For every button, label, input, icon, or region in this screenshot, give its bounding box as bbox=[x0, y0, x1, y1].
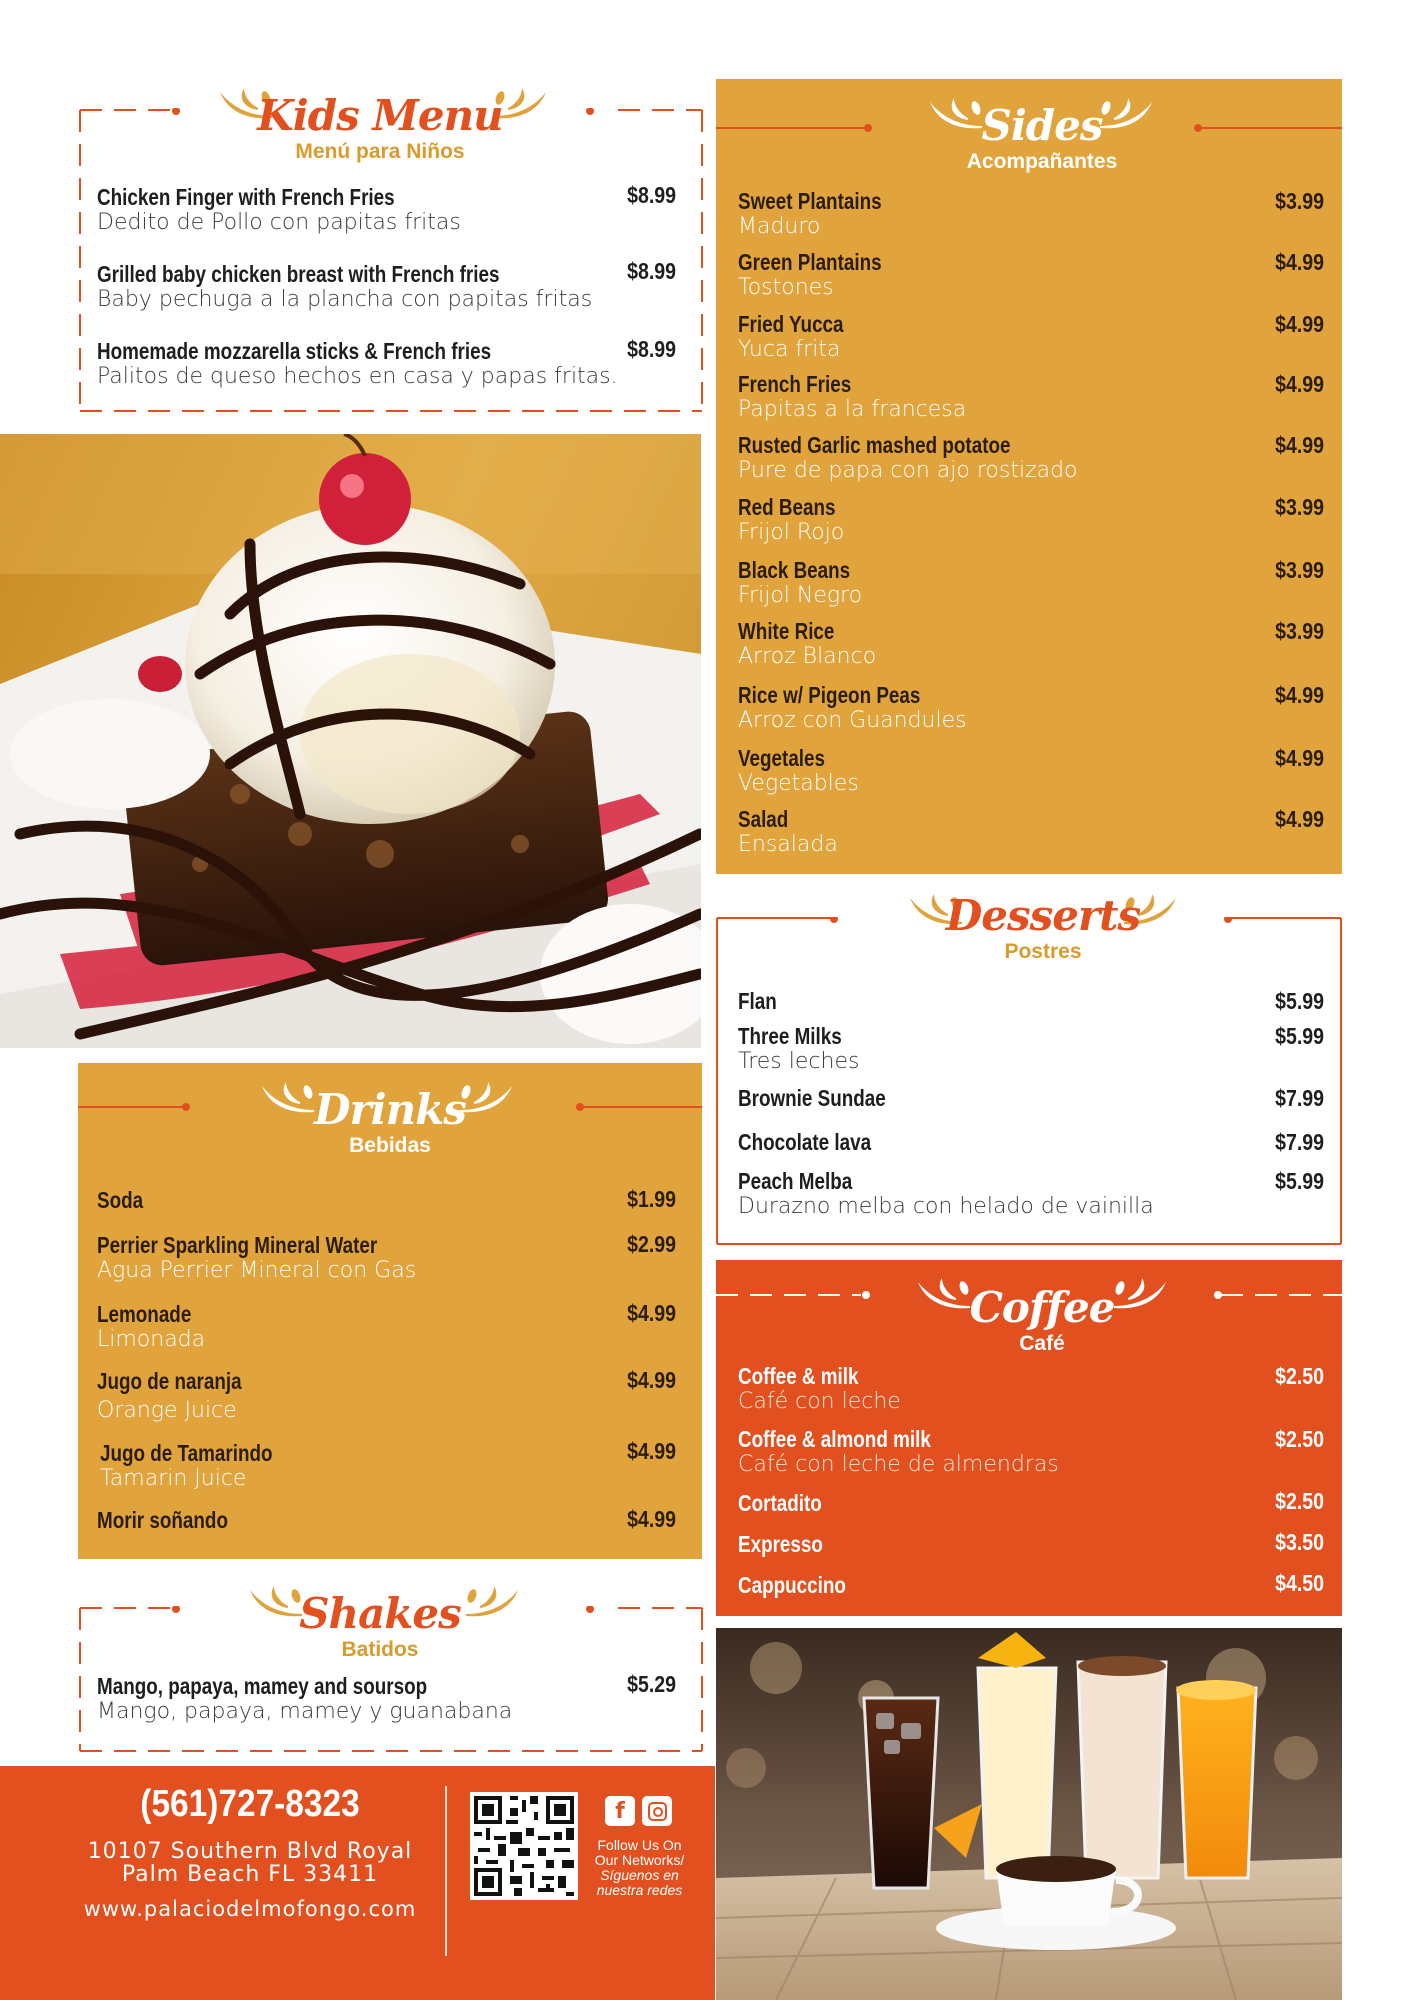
instagram-icon[interactable] bbox=[642, 1796, 672, 1826]
item-name: Grilled baby chicken breast with French fries bbox=[97, 261, 500, 287]
social-en: Follow Us On bbox=[597, 1837, 682, 1853]
item-name: Salad bbox=[738, 806, 789, 832]
item-name: Rice w/ Pigeon Peas bbox=[738, 682, 921, 708]
item-price: $1.99 bbox=[627, 1186, 676, 1212]
item-name: Brownie Sundae bbox=[738, 1085, 886, 1111]
item-name: Fried Yucca bbox=[738, 311, 844, 337]
item-price: $4.99 bbox=[1275, 745, 1324, 771]
coffee-subtitle: Café bbox=[1019, 1332, 1065, 1355]
menu-item bbox=[97, 1301, 212, 1353]
item-name: Homemade mozzarella sticks & French fries bbox=[97, 338, 492, 364]
item-name: Black Beans bbox=[738, 557, 851, 583]
item-subtitle: Limonada bbox=[97, 1327, 206, 1352]
item-price: $4.99 bbox=[627, 1300, 676, 1326]
drinks-title: Drinks bbox=[314, 1085, 466, 1134]
menu-item bbox=[738, 1168, 1154, 1220]
item-price: $7.99 bbox=[1275, 1129, 1324, 1155]
item-price: $4.99 bbox=[1275, 371, 1324, 397]
kids-menu-title: Kids Menu bbox=[257, 91, 503, 140]
social-es: Síguenos en bbox=[600, 1867, 679, 1883]
item-price: $4.99 bbox=[1275, 432, 1324, 458]
sides-title: Sides bbox=[981, 101, 1103, 150]
divider-dot bbox=[182, 1103, 190, 1111]
footer-divider bbox=[445, 1786, 447, 1956]
item-subtitle: Café con leche de almendras bbox=[738, 1452, 1059, 1477]
item-subtitle: Palitos de queso hechos en casa y papas fritas. bbox=[97, 364, 618, 389]
menu-item bbox=[738, 1023, 865, 1075]
item-price: $3.99 bbox=[1275, 618, 1324, 644]
item-price: $4.99 bbox=[627, 1438, 676, 1464]
item-price: $4.99 bbox=[1275, 682, 1324, 708]
item-price: $3.50 bbox=[1275, 1529, 1324, 1555]
item-subtitle: Tres leches bbox=[738, 1049, 860, 1074]
menu-item bbox=[738, 1129, 900, 1155]
menu-item bbox=[97, 1232, 439, 1284]
qr-code[interactable] bbox=[470, 1792, 578, 1900]
menu-item bbox=[97, 1507, 257, 1533]
item-name: Lemonade bbox=[97, 1301, 192, 1327]
menu-item bbox=[738, 1363, 901, 1415]
item-name: Chocolate lava bbox=[738, 1129, 872, 1155]
menu-item bbox=[97, 184, 461, 236]
item-price: $8.99 bbox=[627, 182, 676, 208]
divider bbox=[1200, 127, 1342, 129]
divider bbox=[78, 1106, 186, 1108]
coffee-title: Coffee bbox=[969, 1283, 1115, 1332]
menu-item bbox=[738, 371, 966, 423]
menu-item bbox=[738, 682, 967, 734]
menu-item bbox=[738, 432, 1078, 484]
desserts-subtitle: Postres bbox=[1004, 940, 1082, 963]
item-name: White Rice bbox=[738, 618, 835, 644]
menu-item bbox=[738, 1531, 842, 1557]
brownie-sundae-photo bbox=[0, 434, 701, 1048]
item-name: Flan bbox=[738, 988, 777, 1014]
divider bbox=[716, 127, 868, 129]
item-name: Cortadito bbox=[738, 1490, 822, 1516]
item-name: Rusted Garlic mashed potatoe bbox=[738, 432, 1011, 458]
item-name: Morir soñando bbox=[97, 1507, 228, 1533]
item-price: $8.99 bbox=[627, 336, 676, 362]
menu-item bbox=[738, 1085, 918, 1111]
menu-item bbox=[738, 494, 857, 546]
divider-dot bbox=[1194, 124, 1202, 132]
item-name: Green Plantains bbox=[738, 249, 882, 275]
item-price: $5.99 bbox=[1275, 988, 1324, 1014]
phone-number[interactable]: (561)727-8323 bbox=[140, 1783, 360, 1825]
menu-item bbox=[738, 557, 875, 609]
item-price: $4.50 bbox=[1275, 1570, 1324, 1596]
item-subtitle: Papitas a la francesa bbox=[738, 397, 967, 422]
menu-item bbox=[97, 1368, 273, 1424]
desserts-title: Desserts bbox=[945, 891, 1141, 940]
item-name: Three Milks bbox=[738, 1023, 842, 1049]
kids-menu-heading bbox=[230, 92, 530, 164]
item-name: Jugo de Tamarindo bbox=[100, 1440, 273, 1466]
item-price: $2.50 bbox=[1275, 1488, 1324, 1514]
item-subtitle: Orange Juice bbox=[97, 1398, 237, 1423]
item-subtitle: Dedito de Pollo con papitas fritas bbox=[97, 210, 461, 235]
social-es-2: nuestra redes bbox=[596, 1882, 683, 1898]
item-name: French Fries bbox=[738, 371, 852, 397]
item-price: $3.99 bbox=[1275, 494, 1324, 520]
divider-dot bbox=[864, 124, 872, 132]
item-subtitle: Durazno melba con helado de vainilla bbox=[738, 1194, 1154, 1219]
drinks-subtitle: Bebidas bbox=[349, 1134, 431, 1157]
coffee-heading bbox=[892, 1284, 1192, 1356]
item-price: $8.99 bbox=[627, 258, 676, 284]
item-name: Cappuccino bbox=[738, 1572, 846, 1598]
menu-item bbox=[738, 988, 785, 1014]
drinks-photo bbox=[716, 1628, 1342, 2000]
item-subtitle: Agua Perrier Mineral con Gas bbox=[97, 1258, 417, 1283]
item-price: $3.99 bbox=[1275, 557, 1324, 583]
drinks-heading bbox=[240, 1086, 540, 1158]
kids-menu-subtitle: Menú para Niños bbox=[295, 140, 465, 163]
menu-item bbox=[738, 188, 913, 240]
item-price: $2.50 bbox=[1275, 1363, 1324, 1389]
shakes-subtitle: Batidos bbox=[341, 1638, 419, 1661]
address-line1: 10107 Southern Blvd Royal bbox=[87, 1839, 413, 1864]
divider-dot bbox=[576, 1103, 584, 1111]
item-subtitle: Ensalada bbox=[738, 832, 838, 857]
item-subtitle: Frijol Negro bbox=[738, 583, 863, 608]
menu-item bbox=[97, 261, 592, 313]
shakes-title: Shakes bbox=[299, 1589, 461, 1638]
item-name: Chicken Finger with French Fries bbox=[97, 184, 395, 210]
item-price: $5.99 bbox=[1275, 1168, 1324, 1194]
menu-item bbox=[738, 1490, 840, 1516]
item-subtitle: Café con leche bbox=[738, 1389, 901, 1414]
website-link[interactable]: www.palaciodelmofongo.com bbox=[83, 1897, 417, 1921]
menu-item bbox=[738, 249, 913, 301]
item-name: Red Beans bbox=[738, 494, 836, 520]
desserts-heading bbox=[878, 892, 1208, 964]
item-price: $4.99 bbox=[627, 1367, 676, 1393]
menu-item bbox=[100, 1440, 310, 1492]
item-subtitle: Arroz con Guandules bbox=[738, 708, 967, 733]
menu-item bbox=[738, 311, 867, 363]
item-name: Soda bbox=[97, 1187, 144, 1213]
item-name: Jugo de naranja bbox=[97, 1368, 242, 1394]
item-subtitle: Arroz Blanco bbox=[738, 644, 877, 669]
address-line2: Palm Beach FL 33411 bbox=[121, 1862, 379, 1887]
item-name: Coffee & almond milk bbox=[738, 1426, 931, 1452]
item-subtitle: Frijol Rojo bbox=[738, 520, 845, 545]
item-price: $4.99 bbox=[1275, 806, 1324, 832]
item-name: Sweet Plantains bbox=[738, 188, 882, 214]
item-subtitle: Mango, papaya, mamey y guanabana bbox=[97, 1699, 513, 1724]
social-en-2: Our Networks/ bbox=[594, 1852, 685, 1868]
item-name: Perrier Sparkling Mineral Water bbox=[97, 1232, 378, 1258]
social-caption bbox=[582, 1838, 697, 1898]
menu-item bbox=[97, 1673, 512, 1725]
item-price: $5.99 bbox=[1275, 1023, 1324, 1049]
item-subtitle: Yuca frita bbox=[738, 337, 841, 362]
address bbox=[85, 1840, 415, 1886]
item-subtitle: Pure de papa con ajo rostizado bbox=[738, 458, 1078, 483]
item-subtitle: Vegetables bbox=[738, 771, 859, 796]
item-price: $4.99 bbox=[1275, 249, 1324, 275]
item-price: $3.99 bbox=[1275, 188, 1324, 214]
item-subtitle: Tostones bbox=[738, 275, 834, 300]
menu-item bbox=[738, 1426, 1059, 1478]
divider bbox=[582, 1106, 702, 1108]
item-subtitle: Baby pechuga a la plancha con papitas fritas bbox=[97, 287, 593, 312]
item-subtitle: Tamarin Juice bbox=[100, 1466, 247, 1491]
item-price: $7.99 bbox=[1275, 1085, 1324, 1111]
menu-item bbox=[738, 745, 859, 797]
menu-item bbox=[738, 1572, 870, 1598]
menu-item bbox=[97, 338, 618, 390]
shakes-heading bbox=[230, 1590, 530, 1662]
item-price: $2.50 bbox=[1275, 1426, 1324, 1452]
menu-item bbox=[97, 1187, 153, 1213]
sides-heading bbox=[892, 102, 1192, 174]
item-name: Peach Melba bbox=[738, 1168, 853, 1194]
facebook-icon[interactable]: f bbox=[605, 1796, 635, 1826]
menu-item bbox=[738, 806, 838, 858]
item-name: Vegetales bbox=[738, 745, 826, 771]
menu-item bbox=[738, 618, 876, 670]
item-price: $4.99 bbox=[1275, 311, 1324, 337]
item-name: Coffee & milk bbox=[738, 1363, 859, 1389]
sides-subtitle: Acompañantes bbox=[966, 150, 1118, 173]
item-price: $2.99 bbox=[627, 1231, 676, 1257]
item-name: Mango, papaya, mamey and soursop bbox=[97, 1673, 428, 1699]
item-name: Expresso bbox=[738, 1531, 823, 1557]
item-subtitle: Maduro bbox=[738, 214, 821, 239]
item-price: $5.29 bbox=[627, 1671, 676, 1697]
item-price: $4.99 bbox=[627, 1506, 676, 1532]
